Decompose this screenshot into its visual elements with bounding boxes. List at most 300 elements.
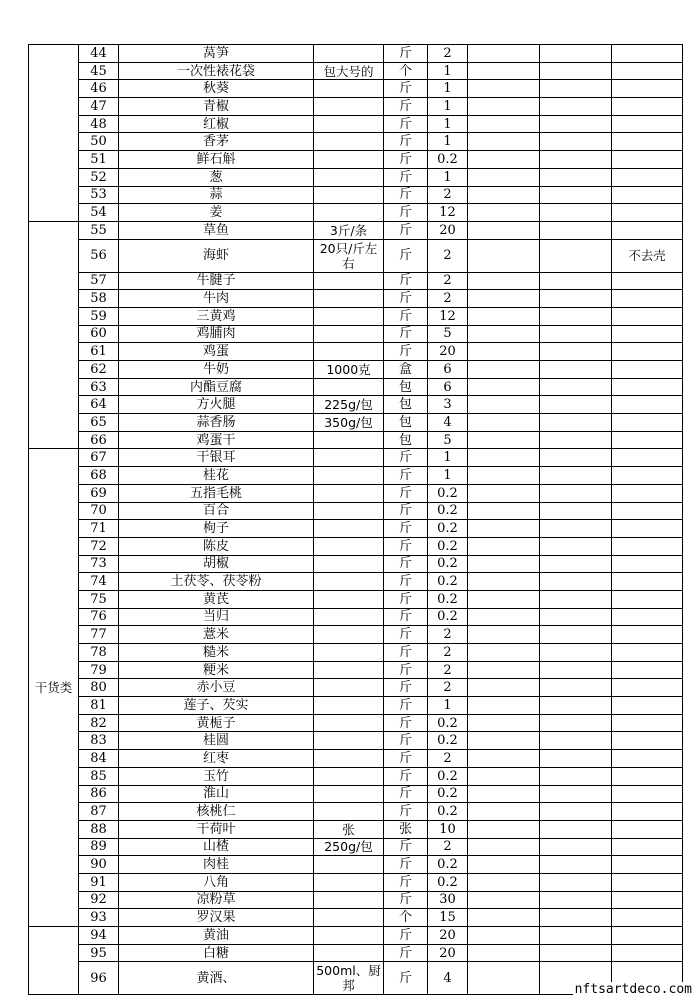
table-row [29,537,683,555]
row-number-cell: 71 [79,520,119,538]
item-name-cell: 桂圆 [119,732,314,750]
blank-cell-2 [540,467,612,485]
row-number-cell: 80 [79,679,119,697]
blank-cell-2 [540,168,612,186]
spec-cell [314,537,384,555]
quantity-cell: 2 [428,626,468,644]
blank-cell-1 [468,962,540,995]
unit-cell: 斤 [384,343,428,361]
note-cell [612,45,683,63]
blank-cell-2 [540,307,612,325]
blank-cell-1 [468,750,540,768]
row-number-cell: 69 [79,484,119,502]
row-number-cell: 45 [79,62,119,80]
row-number-cell: 67 [79,449,119,467]
row-number-cell: 55 [79,221,119,239]
category-cell: 干货类 [29,449,79,927]
spec-cell [314,590,384,608]
item-name-cell: 干荷叶 [119,820,314,838]
unit-cell: 斤 [384,307,428,325]
spec-cell [314,204,384,222]
row-number-cell: 76 [79,608,119,626]
unit-cell: 斤 [384,856,428,874]
row-number-cell: 47 [79,98,119,116]
unit-cell: 斤 [384,644,428,662]
quantity-cell: 1 [428,168,468,186]
blank-cell-1 [468,98,540,116]
spec-cell: 225g/包 [314,396,384,414]
note-cell [612,431,683,449]
spec-cell [314,272,384,290]
quantity-cell: 5 [428,431,468,449]
table-row [29,98,683,116]
item-name-cell: 粳米 [119,661,314,679]
blank-cell-2 [540,873,612,891]
spec-cell [314,608,384,626]
quantity-cell: 0.2 [428,537,468,555]
note-cell [612,343,683,361]
quantity-cell: 15 [428,909,468,927]
item-name-cell: 肉桂 [119,856,314,874]
table-row [29,891,683,909]
table-row [29,378,683,396]
table-row [29,697,683,715]
spec-cell [314,767,384,785]
quantity-cell: 20 [428,221,468,239]
spec-cell: 500ml、厨邦 [314,962,384,995]
item-name-cell: 葱 [119,168,314,186]
blank-cell-2 [540,767,612,785]
blank-cell-1 [468,272,540,290]
table-row [29,750,683,768]
row-number-cell: 44 [79,45,119,63]
spec-cell [314,186,384,204]
quantity-cell: 0.2 [428,767,468,785]
spec-cell [314,927,384,945]
quantity-cell: 2 [428,838,468,856]
unit-cell: 斤 [384,962,428,995]
blank-cell-2 [540,644,612,662]
blank-cell-1 [468,714,540,732]
note-cell [612,697,683,715]
spec-cell: 张 [314,820,384,838]
item-name-cell: 当归 [119,608,314,626]
table-row [29,520,683,538]
item-name-cell: 胡椒 [119,555,314,573]
table-row [29,785,683,803]
item-name-cell: 山楂 [119,838,314,856]
row-number-cell: 83 [79,732,119,750]
item-name-cell: 罗汉果 [119,909,314,927]
row-number-cell: 72 [79,537,119,555]
blank-cell-2 [540,98,612,116]
blank-cell-1 [468,290,540,308]
blank-cell-1 [468,115,540,133]
spec-cell: 20只/斤左右 [314,239,384,272]
row-number-cell: 46 [79,80,119,98]
table-row [29,838,683,856]
row-number-cell: 62 [79,361,119,379]
item-name-cell: 白糖 [119,944,314,962]
row-number-cell: 51 [79,151,119,169]
spec-cell [314,679,384,697]
table-row [29,290,683,308]
row-number-cell: 81 [79,697,119,715]
spec-cell [314,750,384,768]
spec-cell [314,714,384,732]
blank-cell-2 [540,290,612,308]
blank-cell-1 [468,343,540,361]
table-row [29,133,683,151]
item-name-cell: 鲜石斛 [119,151,314,169]
table-row [29,820,683,838]
table-row [29,449,683,467]
unit-cell: 斤 [384,272,428,290]
quantity-cell: 1 [428,80,468,98]
table-row [29,714,683,732]
spec-cell [314,378,384,396]
unit-cell: 斤 [384,767,428,785]
table-row [29,62,683,80]
blank-cell-1 [468,221,540,239]
blank-cell-1 [468,133,540,151]
blank-cell-2 [540,679,612,697]
row-number-cell: 52 [79,168,119,186]
note-cell [612,115,683,133]
blank-cell-1 [468,431,540,449]
blank-cell-2 [540,714,612,732]
item-name-cell: 百合 [119,502,314,520]
blank-cell-1 [468,80,540,98]
blank-cell-1 [468,537,540,555]
row-number-cell: 73 [79,555,119,573]
unit-cell: 斤 [384,803,428,821]
quantity-cell: 0.2 [428,555,468,573]
quantity-cell: 0.2 [428,608,468,626]
note-cell [612,62,683,80]
item-name-cell: 桂花 [119,467,314,485]
table-row [29,396,683,414]
blank-cell-1 [468,803,540,821]
unit-cell: 斤 [384,133,428,151]
item-name-cell: 凉粉草 [119,891,314,909]
row-number-cell: 94 [79,927,119,945]
blank-cell-1 [468,661,540,679]
row-number-cell: 79 [79,661,119,679]
blank-cell-1 [468,626,540,644]
unit-cell: 斤 [384,555,428,573]
item-name-cell: 莴笋 [119,45,314,63]
table-row [29,272,683,290]
note-cell [612,679,683,697]
blank-cell-1 [468,697,540,715]
spec-cell [314,467,384,485]
row-number-cell: 92 [79,891,119,909]
note-cell [612,750,683,768]
blank-cell-1 [468,856,540,874]
quantity-cell: 12 [428,204,468,222]
blank-cell-2 [540,151,612,169]
blank-cell-2 [540,537,612,555]
purchase-list-table [28,44,683,995]
spec-cell: 350g/包 [314,414,384,432]
blank-cell-1 [468,239,540,272]
spec-cell [314,520,384,538]
table-row [29,767,683,785]
note-cell [612,803,683,821]
note-cell [612,204,683,222]
spec-cell [314,626,384,644]
blank-cell-1 [468,45,540,63]
row-number-cell: 91 [79,873,119,891]
spec-cell [314,133,384,151]
row-number-cell: 87 [79,803,119,821]
note-cell [612,661,683,679]
quantity-cell: 0.2 [428,502,468,520]
blank-cell-2 [540,221,612,239]
table-row [29,555,683,573]
quantity-cell: 1 [428,98,468,116]
note-cell [612,325,683,343]
quantity-cell: 6 [428,378,468,396]
quantity-cell: 12 [428,307,468,325]
item-name-cell: 姜 [119,204,314,222]
row-number-cell: 58 [79,290,119,308]
quantity-cell: 3 [428,396,468,414]
item-name-cell: 蒜 [119,186,314,204]
quantity-cell: 5 [428,325,468,343]
unit-cell: 斤 [384,520,428,538]
unit-cell: 个 [384,909,428,927]
spec-cell [314,502,384,520]
unit-cell: 斤 [384,891,428,909]
quantity-cell: 2 [428,45,468,63]
unit-cell: 斤 [384,115,428,133]
quantity-cell: 10 [428,820,468,838]
unit-cell: 包 [384,378,428,396]
table-row [29,909,683,927]
spec-cell [314,151,384,169]
spec-cell [314,785,384,803]
item-name-cell: 黄芪 [119,590,314,608]
blank-cell-2 [540,732,612,750]
item-name-cell: 黄酒、 [119,962,314,995]
quantity-cell: 0.2 [428,520,468,538]
item-name-cell: 蒜香肠 [119,414,314,432]
unit-cell: 包 [384,414,428,432]
table-row [29,204,683,222]
unit-cell: 斤 [384,626,428,644]
note-cell [612,732,683,750]
blank-cell-1 [468,608,540,626]
unit-cell: 斤 [384,838,428,856]
unit-cell: 斤 [384,661,428,679]
blank-cell-1 [468,644,540,662]
blank-cell-2 [540,239,612,272]
unit-cell: 斤 [384,502,428,520]
row-number-cell: 64 [79,396,119,414]
row-number-cell: 65 [79,414,119,432]
unit-cell: 斤 [384,732,428,750]
note-cell [612,168,683,186]
blank-cell-2 [540,785,612,803]
spec-cell [314,80,384,98]
spec-cell [314,431,384,449]
spec-cell [314,873,384,891]
table-row [29,414,683,432]
quantity-cell: 4 [428,962,468,995]
quantity-cell: 20 [428,343,468,361]
blank-cell-2 [540,520,612,538]
table-row [29,944,683,962]
note-cell [612,414,683,432]
table-row [29,325,683,343]
quantity-cell: 1 [428,62,468,80]
blank-cell-1 [468,378,540,396]
blank-cell-2 [540,272,612,290]
spec-cell [314,45,384,63]
item-name-cell: 赤小豆 [119,679,314,697]
table-row [29,115,683,133]
unit-cell: 斤 [384,467,428,485]
note-cell [612,80,683,98]
unit-cell: 斤 [384,204,428,222]
blank-cell-2 [540,378,612,396]
row-number-cell: 48 [79,115,119,133]
table-row [29,608,683,626]
unit-cell: 斤 [384,449,428,467]
quantity-cell: 6 [428,361,468,379]
unit-cell: 盒 [384,361,428,379]
note-cell [612,555,683,573]
table-row [29,484,683,502]
note-cell [612,151,683,169]
row-number-cell: 60 [79,325,119,343]
note-cell [612,272,683,290]
spec-cell [314,290,384,308]
row-number-cell: 77 [79,626,119,644]
blank-cell-1 [468,449,540,467]
note-cell [612,714,683,732]
unit-cell: 斤 [384,785,428,803]
blank-cell-1 [468,484,540,502]
note-cell [612,186,683,204]
spec-cell: 3斤/条 [314,221,384,239]
spec-cell: 包大号的 [314,62,384,80]
note-cell [612,785,683,803]
blank-cell-2 [540,343,612,361]
spec-cell [314,555,384,573]
item-name-cell: 牛腱子 [119,272,314,290]
unit-cell: 斤 [384,98,428,116]
note-cell [612,873,683,891]
table-row [29,45,683,63]
note-cell [612,449,683,467]
row-number-cell: 59 [79,307,119,325]
item-name-cell: 陈皮 [119,537,314,555]
unit-cell: 斤 [384,573,428,591]
table-row [29,431,683,449]
blank-cell-2 [540,431,612,449]
blank-cell-2 [540,555,612,573]
blank-cell-1 [468,186,540,204]
note-cell [612,573,683,591]
quantity-cell: 2 [428,661,468,679]
spec-cell [314,644,384,662]
table-row [29,343,683,361]
item-name-cell: 红椒 [119,115,314,133]
watermark-text: nftsartdeco.com [574,982,692,997]
spec-cell: 1000克 [314,361,384,379]
spec-cell: 250g/包 [314,838,384,856]
spec-cell [314,343,384,361]
table-row [29,679,683,697]
row-number-cell: 74 [79,573,119,591]
blank-cell-2 [540,608,612,626]
quantity-cell: 20 [428,927,468,945]
blank-cell-1 [468,767,540,785]
table-row [29,168,683,186]
note-cell [612,520,683,538]
unit-cell: 斤 [384,697,428,715]
spec-cell [314,168,384,186]
spec-cell [314,909,384,927]
blank-cell-1 [468,732,540,750]
table-row [29,502,683,520]
table-row [29,307,683,325]
row-number-cell: 57 [79,272,119,290]
item-name-cell: 鸡脯肉 [119,325,314,343]
quantity-cell: 0.2 [428,873,468,891]
blank-cell-2 [540,204,612,222]
row-number-cell: 63 [79,378,119,396]
blank-cell-2 [540,396,612,414]
category-cell [29,221,79,449]
quantity-cell: 2 [428,644,468,662]
note-cell [612,927,683,945]
row-number-cell: 84 [79,750,119,768]
blank-cell-2 [540,325,612,343]
unit-cell: 斤 [384,186,428,204]
unit-cell: 斤 [384,873,428,891]
unit-cell: 斤 [384,290,428,308]
quantity-cell: 1 [428,697,468,715]
note-cell [612,378,683,396]
spec-cell [314,449,384,467]
blank-cell-2 [540,133,612,151]
blank-cell-1 [468,944,540,962]
table-row [29,361,683,379]
blank-cell-2 [540,573,612,591]
blank-cell-2 [540,590,612,608]
note-cell [612,820,683,838]
item-name-cell: 方火腿 [119,396,314,414]
item-name-cell: 内酯豆腐 [119,378,314,396]
unit-cell: 张 [384,820,428,838]
blank-cell-2 [540,750,612,768]
item-name-cell: 海虾 [119,239,314,272]
table-body [29,45,683,995]
blank-cell-2 [540,484,612,502]
table-row [29,590,683,608]
item-name-cell: 五指毛桃 [119,484,314,502]
blank-cell-2 [540,697,612,715]
note-cell [612,838,683,856]
row-number-cell: 86 [79,785,119,803]
blank-cell-1 [468,502,540,520]
quantity-cell: 1 [428,449,468,467]
note-cell [612,608,683,626]
